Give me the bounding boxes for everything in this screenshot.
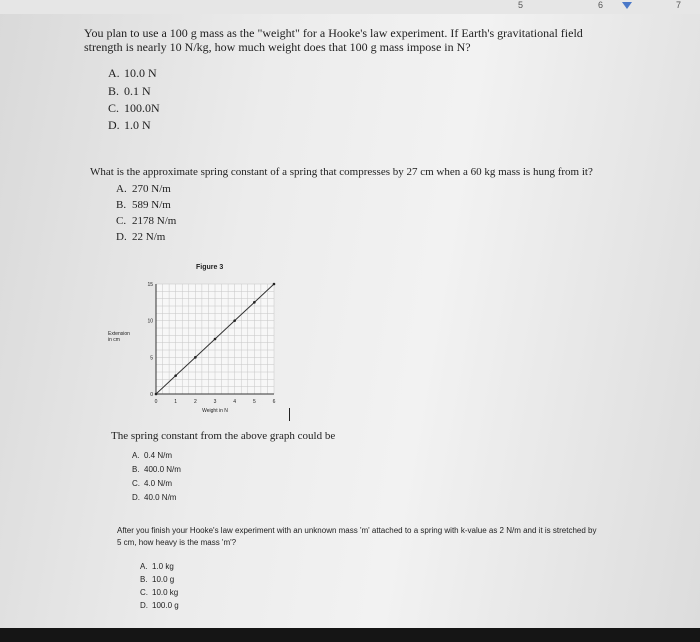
data-point [214, 338, 217, 341]
option-text: 100.0N [124, 101, 160, 115]
x-tick-label: 1 [174, 399, 178, 405]
option-text: 10.0 kg [152, 588, 179, 597]
option-letter: D. [140, 601, 148, 610]
option-text: 100.0 g [152, 601, 179, 610]
y-tick-label: 15 [147, 282, 153, 288]
text-cursor [289, 408, 290, 421]
q3-option-c[interactable] [132, 479, 172, 488]
x-tick-label: 3 [213, 399, 217, 405]
figure-title: Figure 3 [196, 264, 224, 271]
option-text: 270 N/m [132, 183, 171, 195]
y-axis-label: Extension [108, 331, 130, 337]
x-tick-label: 0 [154, 399, 158, 405]
chevron-down-icon[interactable] [622, 2, 632, 9]
option-letter: D. [116, 231, 127, 243]
question-3-text: The spring constant from the above graph could be [111, 430, 336, 442]
option-letter: D. [132, 493, 140, 502]
y-axis-label: in cm [108, 337, 120, 343]
q4-option-c[interactable] [140, 588, 178, 597]
data-point [233, 319, 236, 322]
option-text: 10.0 g [152, 575, 175, 584]
option-text: 4.0 N/m [144, 479, 173, 488]
q1-option-b[interactable] [108, 84, 151, 99]
option-text: 40.0 N/m [144, 493, 177, 502]
x-tick-label: 2 [193, 399, 197, 405]
q3-option-a[interactable] [132, 451, 172, 460]
q1-option-a[interactable] [108, 66, 157, 81]
data-point [253, 301, 256, 304]
x-axis-label: Weight in N [202, 408, 228, 413]
option-text: 0.1 N [124, 84, 151, 98]
q1-option-d[interactable] [108, 118, 151, 133]
option-letter: C. [116, 215, 127, 227]
option-letter: C. [132, 479, 140, 488]
option-text: 1.0 kg [152, 562, 174, 571]
y-tick-label: 5 [150, 355, 153, 362]
option-letter: A. [140, 562, 148, 571]
option-letter: C. [140, 588, 148, 597]
option-text: 2178 N/m [132, 215, 177, 227]
q3-option-d[interactable] [132, 493, 176, 502]
question-1-text: You plan to use a 100 g mass as the "weight" for a Hooke's law experiment. If Earth's gravitational field strength is nearly 10 N/kg, how much weight does that 100 g mass impose in N? [84, 26, 583, 54]
q1-option-c[interactable] [108, 101, 160, 116]
page-number: 5 [518, 0, 524, 10]
x-tick-label: 5 [252, 399, 256, 405]
q2-option-b[interactable] [116, 199, 171, 211]
y-tick-label: 10 [147, 318, 153, 325]
option-text: 589 N/m [132, 199, 171, 211]
option-letter: B. [140, 575, 148, 584]
option-letter: A. [132, 451, 140, 460]
option-text: 22 N/m [132, 231, 166, 243]
top-ruler [0, 0, 700, 14]
data-point [155, 393, 158, 396]
page-number: 6 [598, 0, 604, 10]
option-letter: A. [116, 183, 127, 195]
question-2-text: What is the approximate spring constant of a spring that compresses by 27 cm when a 60 kg mass is hung from it? [90, 166, 593, 178]
q2-option-a[interactable] [116, 183, 171, 195]
option-letter: D. [108, 118, 120, 132]
option-text: 10.0 N [124, 66, 157, 80]
option-letter: C. [108, 101, 120, 115]
option-letter: B. [132, 465, 140, 474]
data-point [273, 283, 276, 286]
option-letter: B. [108, 84, 120, 98]
data-point [194, 356, 197, 359]
page-number: 7 [676, 0, 682, 10]
y-tick-label: 0 [150, 392, 153, 398]
q2-option-d[interactable] [116, 231, 165, 243]
figure-3-chart [104, 278, 294, 413]
q3-option-b[interactable] [132, 465, 181, 474]
x-tick-label: 6 [272, 399, 276, 405]
option-letter: B. [116, 199, 127, 211]
x-tick-label: 4 [233, 399, 237, 405]
q4-option-b[interactable] [140, 575, 174, 584]
data-point [174, 374, 177, 377]
option-text: 400.0 N/m [144, 465, 181, 474]
question-4-text: After you finish your Hooke's law experiment with an unknown mass 'm' attached to a spring with k-value as 2 N/m and it is stretched by 5 cm, how heavy is the mass 'm'? [117, 526, 597, 547]
bottom-bar [0, 628, 700, 642]
q2-option-c[interactable] [116, 215, 176, 227]
option-text: 0.4 N/m [144, 451, 173, 460]
q4-option-d[interactable] [140, 601, 179, 610]
option-letter: A. [108, 66, 120, 80]
option-text: 1.0 N [124, 118, 151, 132]
q4-option-a[interactable] [140, 562, 174, 571]
